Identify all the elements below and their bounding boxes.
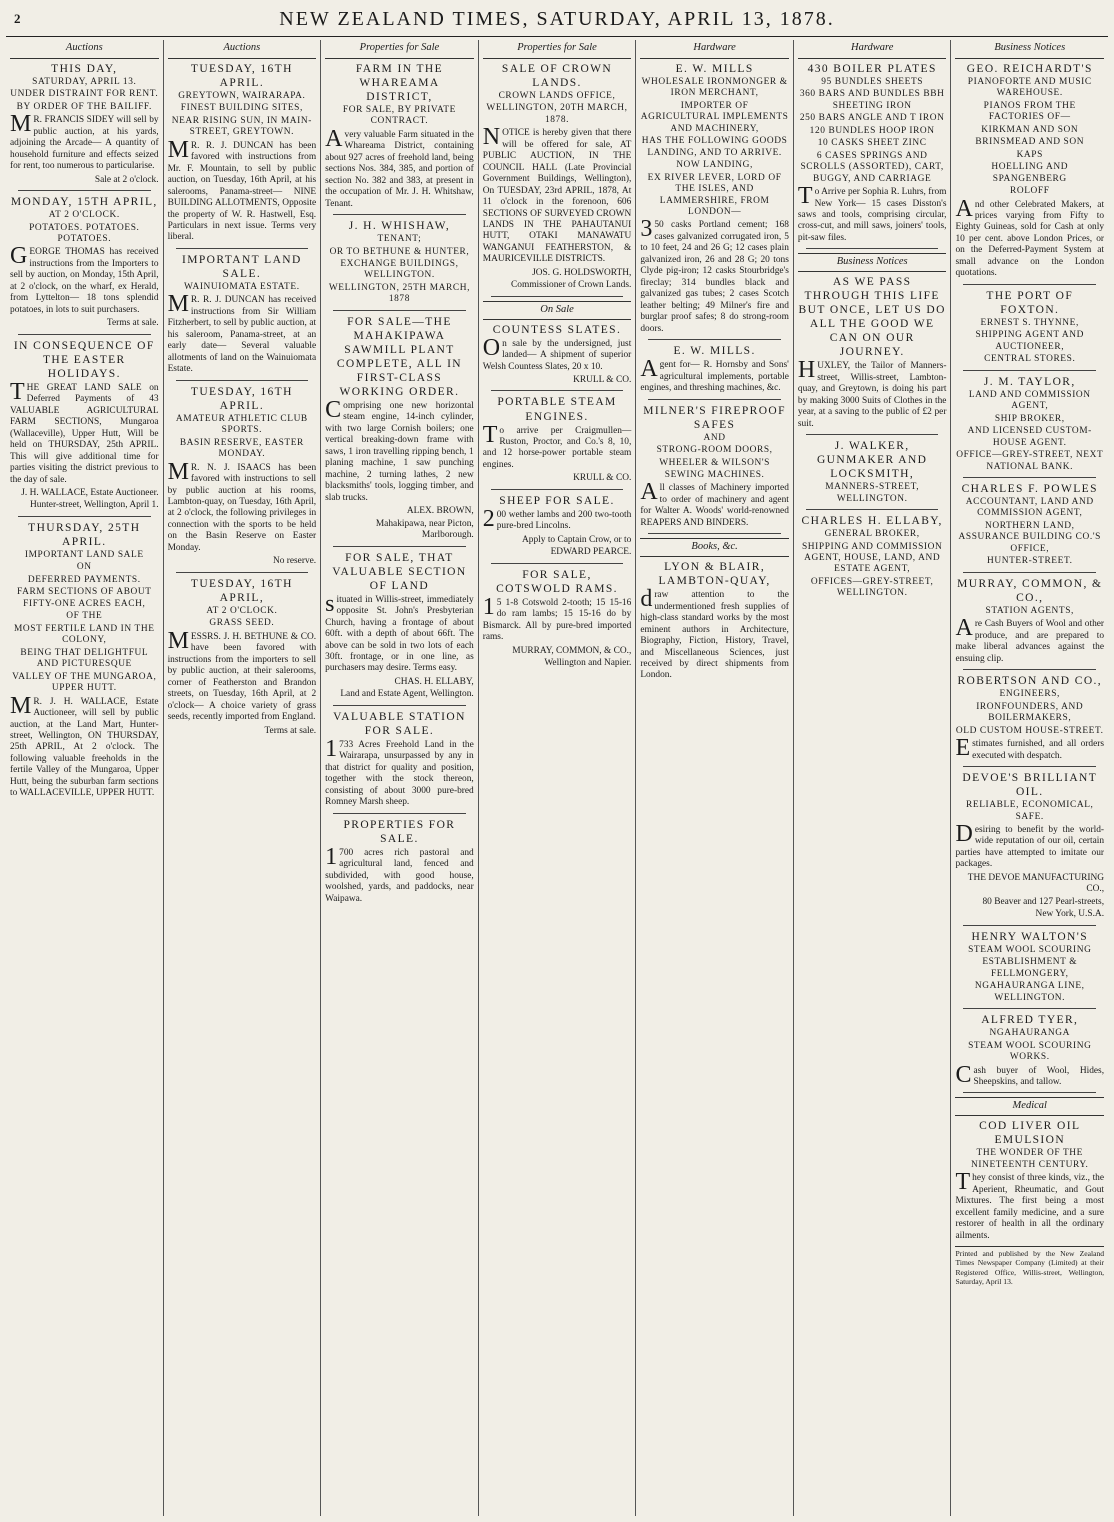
advertisement bbox=[640, 344, 789, 394]
ad-subline: GRASS SEED. bbox=[209, 618, 275, 629]
column-heading: Business Notices bbox=[955, 40, 1104, 59]
ad-signature: Commissioner of Crown Lands. bbox=[511, 280, 632, 291]
ad-divider bbox=[806, 248, 939, 249]
ad-subline: AT 2 O'CLOCK. bbox=[206, 605, 278, 616]
column-heading: Hardware bbox=[798, 40, 947, 59]
ad-body: Desiring to benefit by the world-wide reputation of our oil, certain parties have attempted to imitate our packages. bbox=[955, 820, 1105, 870]
ad-headline: J. WALKER, GUNMAKER AND LOCKSMITH, bbox=[816, 440, 928, 481]
ad-subline: RELIABLE, ECONOMICAL, SAFE. bbox=[966, 800, 1094, 822]
advertisement bbox=[640, 62, 789, 335]
section-heading: Business Notices bbox=[798, 253, 947, 272]
ad-subline: STEAM WOOL SCOURING bbox=[968, 944, 1092, 955]
ad-signature: Sale at 2 o'clock. bbox=[94, 174, 159, 185]
ad-subline: VALLEY OF THE MUNGAROA, UPPER HUTT. bbox=[12, 671, 157, 694]
ad-divider bbox=[963, 370, 1096, 371]
ad-subline: OR TO BETHUNE & HUNTER, bbox=[329, 246, 470, 257]
ad-subline: AND LICENSED CUSTOM-HOUSE AGENT. bbox=[967, 426, 1092, 448]
ad-divider bbox=[333, 546, 466, 547]
ad-subline: ROLOFF bbox=[1009, 186, 1050, 197]
ad-subline: ESTABLISHMENT & FELLMONGERY, bbox=[982, 957, 1078, 979]
ad-body: 350 casks Portland cement; 168 cases galvanized corrugated iron, 5 to 10 feet, 24 and 26 G; 12 cases plain galvanized iron, 26 and 28 G; 20 tons Clyde pig-iron; 12 casks Stourbridge's fireclay; 314 bundles black and galvanized gas tubes; 2 cases Scotch leather belting; 49 Milner's fire and burglar proof safes; 8 do strong-room doors. bbox=[640, 216, 789, 334]
ad-subline: BRINSMEAD AND SON bbox=[975, 137, 1085, 148]
ad-subline: NEAR RISING SUN, IN MAIN-STREET, GREYTOWN. bbox=[171, 115, 312, 138]
ad-headline: VALUABLE STATION FOR SALE. bbox=[333, 710, 466, 737]
ad-divider bbox=[648, 339, 781, 340]
ad-subline: EXCHANGE BUILDINGS, WELLINGTON. bbox=[340, 259, 459, 281]
column-1 bbox=[6, 40, 164, 1516]
ad-signature: MURRAY, COMMON, & CO., bbox=[512, 645, 632, 656]
section-heading: On Sale bbox=[483, 301, 632, 320]
ad-headline: THE PORT OF FOXTON. bbox=[986, 289, 1074, 316]
ad-subline: OFFICES—GREY-STREET, WELLINGTON. bbox=[810, 576, 934, 599]
ad-signature: Wellington and Napier. bbox=[544, 658, 632, 669]
ad-subline: DEFERRED PAYMENTS. bbox=[27, 574, 141, 585]
ad-signature: Mahakipawa, near Picton, Marlborough. bbox=[375, 518, 474, 541]
ad-headline: AS WE PASS THROUGH THIS LIFE BUT ONCE, LET US DO ALL THE GOOD WE CAN ON OUR JOURNEY. bbox=[798, 276, 946, 359]
ad-headline: PROPERTIES FOR SALE. bbox=[343, 818, 456, 845]
ad-subline: IMPORTER OF AGRICULTURAL IMPLEMENTS AND MACHINERY, bbox=[640, 100, 789, 134]
ad-headline: MURRAY, COMMON, & CO., bbox=[957, 577, 1103, 604]
ad-subline: THE WONDER OF THE NINETEENTH CENTURY. bbox=[971, 1148, 1089, 1170]
ad-body: HUXLEY, the Tailor of Manners-street, Willis-street, Lambton-quay, and Greytown, is doing his part by making 3000 Suits of Clothes in the year, at a saving to the public of £2 per suit. bbox=[797, 357, 947, 429]
ad-headline: J. H. WHISHAW, bbox=[348, 220, 451, 233]
ad-signature: KRULL & CO. bbox=[573, 375, 632, 386]
advertisement bbox=[955, 1013, 1104, 1088]
ad-subline: NORTHERN LAND, ASSURANCE BUILDING CO.'S OFFICE, bbox=[958, 520, 1101, 554]
ad-headline: SHEEP FOR SALE. bbox=[499, 494, 615, 507]
ad-headline: TUESDAY, 16TH APRIL, bbox=[190, 577, 293, 604]
ad-headline: IMPORTANT LAND SALE. bbox=[182, 253, 302, 280]
ad-subline: HOELLING AND SPANGENBERG bbox=[991, 162, 1069, 184]
advertisement bbox=[798, 62, 947, 245]
ad-signature: ALEX. BROWN, bbox=[406, 506, 474, 517]
ad-headline: MILNER'S FIREPROOF SAFES bbox=[643, 404, 786, 431]
ad-headline: ALFRED TYER, bbox=[981, 1014, 1079, 1027]
advertisement bbox=[640, 560, 789, 682]
advertisement bbox=[798, 275, 947, 430]
ad-headline: FOR SALE, COTSWOLD RAMS. bbox=[496, 568, 618, 595]
page-number: 2 bbox=[14, 11, 21, 26]
ad-headline: PORTABLE STEAM ENGINES. bbox=[497, 396, 617, 423]
ad-subline: WHOLESALE IRONMONGER & IRON MERCHANT, bbox=[641, 76, 788, 99]
ad-body: 1733 Acres Freehold Land in the Wairarapa, unsurpassed by any in that district for quality and position, together with the stock thereon, consisting of about 3000 pure-bred Romney Marsh sheep. bbox=[325, 735, 474, 808]
ad-divider bbox=[963, 925, 1096, 926]
ad-subline: WELLINGTON, 25TH MARCH, 1878 bbox=[328, 282, 471, 305]
ad-body: On sale by the undersigned, just landed— A shipment of superior Welsh Countess Slates, 20 x 10. bbox=[482, 334, 632, 372]
ad-subline: CENTRAL STORES. bbox=[984, 354, 1076, 365]
advertisement bbox=[325, 710, 474, 809]
ad-subline: 120 BUNDLES HOOP IRON bbox=[809, 125, 935, 136]
ad-subline: WHEELER & WILSON'S bbox=[659, 457, 770, 468]
ad-subline: ON bbox=[76, 562, 92, 573]
ad-body: draw attention to the undermentioned fresh supplies of high-class standard works by the most eminent authors in Architecture, Biography, Fiction, History, Travel, and Miscellaneous Sciences, just received by direct shipments from London. bbox=[640, 586, 789, 681]
ad-headline: TUESDAY, 16TH APRIL. bbox=[190, 62, 293, 89]
advertisement bbox=[955, 482, 1104, 568]
ad-headline: SALE OF CROWN LANDS. bbox=[501, 62, 613, 89]
ad-body: 1700 acres rich pastoral and agricultural land, fenced and subdivided, with good house, woolshed, yards, and paddocks, near Waipawa. bbox=[325, 843, 474, 904]
column-6 bbox=[794, 40, 952, 1516]
advertisement bbox=[325, 219, 474, 306]
column-7 bbox=[951, 40, 1108, 1516]
advertisement bbox=[168, 385, 317, 568]
ad-subline: GREYTOWN, WAIRARAPA. bbox=[178, 90, 306, 101]
ad-signature: THE DEVOE MANUFACTURING CO., bbox=[967, 872, 1105, 895]
ad-subline: FOR SALE, BY PRIVATE CONTRACT. bbox=[342, 104, 456, 127]
advertisement bbox=[955, 1097, 1104, 1116]
ad-subline: AMATEUR ATHLETIC CLUB SPORTS. bbox=[175, 413, 308, 436]
column-heading: Auctions bbox=[168, 40, 317, 59]
advertisement bbox=[955, 771, 1104, 921]
ad-headline: FOR SALE—THE MAHAKIPAWA SAWMILL PLANT COMPLETE, ALL IN FIRST-CLASS WORKING ORDER. bbox=[336, 315, 463, 398]
ad-body: NOTICE is hereby given that there will be offered for sale, AT PUBLIC AUCTION, IN THE COUNCIL HALL (Late Provincial Government Buildings, Wellington), On TUESDAY, 23rd APRIL, 1878, At 11 o'clock in the forenoon, 606 SECTIONS OF SURVEYED CROWN LANDS IN THE PAHAUTANUI HUTT, OTAKI MANAWATU WANGANUI FEATHERSTON, & MAURICEVILLE DISTRICTS. bbox=[482, 124, 632, 265]
ad-subline: WELLINGTON, 20TH MARCH, 1878. bbox=[486, 103, 628, 125]
ad-subline: HAS THE FOLLOWING GOODS LANDING, AND TO ARRIVE. bbox=[641, 136, 788, 158]
ad-subline: PIANOFORTE AND MUSIC WAREHOUSE. bbox=[967, 76, 1092, 99]
advertisement bbox=[955, 577, 1104, 665]
ad-headline: HENRY WALTON'S bbox=[971, 930, 1089, 943]
ad-subline: POTATOES. POTATOES. POTATOES. bbox=[29, 222, 140, 244]
ad-subline: 95 BUNDLES SHEETS bbox=[821, 76, 924, 87]
ad-divider bbox=[333, 705, 466, 706]
ad-headline: J. M. TAYLOR, bbox=[983, 375, 1076, 388]
ad-body: MR. R. J. DUNCAN has received instructions from Sir William Fitzherbert, to sell by public auction, at his saleroom, Panama-street, at an early date— Several valuable allotments of land on the Wainuiomata Estate. bbox=[167, 291, 317, 375]
column-4 bbox=[479, 40, 637, 1516]
ad-divider bbox=[806, 434, 939, 435]
ad-subline: KAPS bbox=[1016, 149, 1043, 160]
ad-divider bbox=[18, 516, 151, 517]
ad-headline: CHARLES F. POWLES bbox=[961, 482, 1098, 495]
advertisement bbox=[798, 253, 947, 272]
section-heading: Medical bbox=[955, 1097, 1104, 1116]
ad-subline: TENANT; bbox=[377, 234, 422, 245]
ad-subline: UNDER DISTRAINT FOR RENT. bbox=[10, 89, 159, 100]
ad-headline: COUNTESS SLATES. bbox=[492, 323, 622, 336]
ad-body: GEORGE THOMAS has received instructions from the Importers to sell by auction, on Monday, 15th April, at 2 o'clock, on the wharf, ex Herald, from Lyttelton— 18 tons splendid potatoes, in lots to suit purchasers. bbox=[10, 243, 159, 315]
ad-subline: 6 CASES SPRINGS AND SCROLLS (ASSORTED), CART, BUGGY, AND CARRIAGE bbox=[800, 150, 944, 184]
ad-signature: New York, U.S.A. bbox=[1035, 909, 1105, 920]
ad-divider bbox=[963, 766, 1096, 767]
advertisement bbox=[325, 62, 474, 210]
ad-subline: BY ORDER OF THE BAILIFF. bbox=[16, 101, 152, 112]
advertisement bbox=[483, 62, 632, 292]
advertisement bbox=[483, 395, 632, 484]
ad-divider bbox=[491, 489, 624, 490]
advertisement bbox=[325, 551, 474, 701]
section-heading: Books, &c. bbox=[640, 538, 789, 557]
ad-body: They consist of three kinds, viz., the Aperient, Rheumatic, and Gout Mixtures. The first being a most excellent family medicine, and a sure restorer of health in all the ordinary ailments. bbox=[955, 1169, 1105, 1241]
ad-divider bbox=[648, 533, 781, 534]
ad-body: MR. J. H. WALLACE, Estate Auctioneer, will sell by public auction, at the Land Mart, Hunter-street, Wellington, ON THURSDAY, 25th APRIL, At 2 o'clock. The following valuable freeholds in the fertile Valley of the Mungaroa, Upper Hutt, being the suburban farm sections to WALLACEVILLE, UPPER HUTT. bbox=[10, 692, 159, 799]
ad-signature: J. H. WALLACE, Estate Auctioneer. bbox=[21, 488, 159, 498]
ad-body: Cash buyer of Wool, Hides, Sheepskins, and tallow. bbox=[955, 1061, 1105, 1088]
ad-subline: KIRKMAN AND SON bbox=[981, 124, 1079, 135]
ad-subline: IMPORTANT LAND SALE bbox=[24, 549, 144, 560]
ad-subline: FARM SECTIONS OF ABOUT FIFTY-ONE ACRES EACH, bbox=[16, 587, 152, 609]
advertisement bbox=[483, 301, 632, 320]
ad-headline: TUESDAY, 16TH APRIL. bbox=[190, 385, 293, 412]
ad-body: To Arrive per Sophia R. Luhrs, from New York— 15 cases Disston's saws and tools, comprising circular, cross-cut, and mill saws, joiners' tools, pit-saw files. bbox=[797, 183, 947, 243]
ad-subline: SATURDAY, APRIL 13. bbox=[32, 76, 137, 87]
ad-signature: No reserve. bbox=[272, 556, 317, 567]
advertisement bbox=[10, 339, 159, 512]
ad-subline: ENGINEERS, bbox=[999, 689, 1060, 700]
ad-headline: LYON & BLAIR, LAMBTON-QUAY, bbox=[658, 561, 771, 588]
ad-divider bbox=[333, 214, 466, 215]
ad-subline: STEAM WOOL SCOURING WORKS. bbox=[968, 1040, 1092, 1063]
ad-headline: E. W. MILLS. bbox=[673, 345, 756, 358]
column-heading: Hardware bbox=[640, 40, 789, 59]
advertisement bbox=[955, 1119, 1104, 1286]
ad-subline: MOST FERTILE LAND IN THE COLONY, bbox=[14, 623, 155, 646]
ad-subline: HUNTER-STREET. bbox=[986, 556, 1073, 567]
ad-body: Are Cash Buyers of Wool and other produce, and are prepared to make liberal advances against the ensuing clip. bbox=[955, 615, 1105, 664]
ad-subline: OF THE bbox=[66, 611, 103, 622]
ad-body: situated in Willis-street, immediately opposite St. John's Presbyterian Church, having a frontage of about 60ft. with a depth of about 66ft. The above can be sold in two lots of each 30ft. frontage, or in one line, as purchasers may desire. Terms easy. bbox=[325, 590, 474, 674]
ad-signature: JOS. G. HOLDSWORTH, bbox=[532, 267, 632, 278]
ad-subline: GENERAL BROKER, bbox=[824, 529, 920, 540]
ad-headline: 430 BOILER PLATES bbox=[807, 62, 937, 75]
advertisement bbox=[10, 521, 159, 800]
ad-body: MESSRS. J. H. BETHUNE & CO. have been favored with instructions from the importers to sell by public auction, at their salerooms, corner of Featherston and Brandon streets, on Tuesday, 16th April, at 2 o'clock— A choice variety of grass seeds, recently imported from England. bbox=[167, 627, 317, 723]
advertisement bbox=[483, 323, 632, 387]
ad-divider bbox=[963, 572, 1096, 573]
ad-subline: 10 CASKS SHEET ZINC bbox=[817, 138, 927, 149]
ad-headline: CHARLES H. ELLABY, bbox=[801, 515, 943, 528]
ad-body: Estimates furnished, and all orders executed with despatch. bbox=[955, 735, 1105, 762]
ad-subline: SHIP BROKER, bbox=[994, 413, 1065, 424]
ad-body: THE GREAT LAND SALE on Deferred Payments of 43 VALUABLE AGRICULTURAL FARM SECTIONS, Mungaroa (Wallaceville), Upper Hutt, Will be held on THURSDAY, 25th APRIL. This will give additional time for parties visiting the district previous to the day of sale. bbox=[10, 378, 159, 485]
ad-divider bbox=[176, 248, 309, 249]
column-heading: Auctions bbox=[10, 40, 159, 59]
ad-subline: NGAHAURANGA LINE, WELLINGTON. bbox=[974, 981, 1085, 1003]
ad-divider bbox=[963, 669, 1096, 670]
advertisement bbox=[483, 568, 632, 670]
ad-headline: FARM IN THE WHAREAMA DISTRICT, bbox=[355, 62, 444, 103]
column-heading: Properties for Sale bbox=[325, 40, 474, 59]
ad-divider bbox=[18, 334, 151, 335]
ad-subline: FINEST BUILDING SITES, bbox=[180, 103, 303, 114]
ad-body: 15 1-8 Cotswold 2-tooth; 15 15-16 do ram lambs; 15 15-16 do by Bismarck. All by pure-bred imported rams. bbox=[482, 593, 632, 643]
ad-body: Avery valuable Farm situated in the Whareama District, containing about 927 acres of freehold land, being sections Nos. 384, 385, and portion of section No. 382 and 383, at present in the occupation of Mr. J. H. Whitshaw, Tenant. bbox=[325, 125, 474, 209]
advertisement bbox=[798, 514, 947, 600]
advertisement bbox=[168, 577, 317, 737]
ad-subline: AT 2 O'CLOCK. bbox=[48, 210, 120, 221]
ad-subline: IRONFOUNDERS, AND BOILERMAKERS, bbox=[976, 701, 1084, 724]
ad-subline: STATION AGENTS, bbox=[985, 605, 1074, 616]
ad-divider bbox=[806, 509, 939, 510]
advertisement bbox=[955, 62, 1104, 280]
ad-body: Comprising one new horizontal steam engine, 14-inch cylinder, with two large Cornish boilers; one vertical breaking-down frame with saws, 1 iron travelling ripping bench, 1 planing machine, 1 saw punching machine, 2 turning lathes, 2 new blacksmiths' tools, logging timber, and slab trucks. bbox=[325, 396, 474, 503]
ad-headline: DEVOE'S BRILLIANT OIL. bbox=[962, 772, 1098, 799]
ad-body: 200 wether lambs and 200 two-tooth pure-bred Lincolns. bbox=[482, 505, 632, 532]
ad-subline: BASIN RESERVE, EASTER MONDAY. bbox=[179, 437, 304, 460]
ad-subline: NGAHAURANGA bbox=[989, 1028, 1071, 1039]
ad-signature: CHAS. H. ELLABY, bbox=[394, 676, 474, 687]
masthead bbox=[0, 4, 1114, 34]
advertisement bbox=[798, 439, 947, 505]
ad-divider bbox=[963, 1008, 1096, 1009]
ad-body: And other Celebrated Makers, at prices varying from Fifty to Eighty Guineas, sold for Cash at only 10 per cent. above London Prices, or on the Deferred-Payment System at small advance on the London quotations. bbox=[955, 195, 1105, 279]
ad-divider bbox=[491, 563, 624, 564]
ad-headline: THURSDAY, 25TH APRIL. bbox=[28, 521, 141, 548]
ad-subline: 360 BARS AND BUNDLES BBH SHEETING IRON bbox=[799, 89, 945, 111]
ad-divider bbox=[176, 380, 309, 381]
ad-divider bbox=[333, 813, 466, 814]
advertisement bbox=[955, 289, 1104, 366]
ad-headline: GEO. REICHARDT'S bbox=[966, 62, 1093, 75]
advertisement bbox=[325, 818, 474, 905]
ad-headline: IN CONSEQUENCE OF THE EASTER HOLIDAYS. bbox=[13, 339, 155, 380]
advertisement bbox=[168, 253, 317, 376]
masthead-rule bbox=[6, 36, 1108, 37]
newspaper-title: NEW ZEALAND TIMES, SATURDAY, APRIL 13, 1878. bbox=[279, 7, 835, 30]
ad-subline: OFFICE—GREY-STREET, NEXT NATIONAL BANK. bbox=[956, 450, 1104, 472]
ad-subline: BEING THAT DELIGHTFUL AND PICTURESQUE bbox=[20, 647, 149, 670]
advertisement bbox=[640, 538, 789, 557]
ad-divider bbox=[333, 310, 466, 311]
ad-subline: STRONG-ROOM DOORS, bbox=[656, 445, 773, 456]
ad-divider bbox=[963, 284, 1096, 285]
ad-headline: THIS DAY, bbox=[51, 62, 118, 75]
ad-headline: E. W. MILLS bbox=[675, 62, 754, 75]
ad-headline: FOR SALE, THAT VALUABLE SECTION OF LAND bbox=[332, 551, 467, 592]
ad-subline: SHIPPING AGENT AND AUCTIONEER, bbox=[975, 330, 1085, 352]
ad-signature: Terms at sale. bbox=[264, 725, 317, 736]
ad-divider bbox=[963, 1092, 1096, 1093]
column-5 bbox=[636, 40, 794, 1516]
advertisement bbox=[10, 195, 159, 330]
ad-signature: Land and Estate Agent, Wellington. bbox=[340, 689, 474, 700]
advertisement bbox=[483, 494, 632, 559]
columns-container bbox=[6, 40, 1108, 1516]
ad-signature: Hunter-street, Wellington, April 1. bbox=[30, 500, 159, 511]
ad-divider bbox=[18, 190, 151, 191]
ad-divider bbox=[648, 399, 781, 400]
ad-subline: 250 BARS ANGLE AND T IRON bbox=[799, 113, 945, 124]
ad-body: To arrive per Craigmullen— Ruston, Proctor, and Co.'s 8, 10, and 12 horse-power portable steam engines. bbox=[482, 421, 632, 470]
column-3 bbox=[321, 40, 479, 1516]
ad-body: MR. FRANCIS SIDEY will sell by public auction, at his yards, adjoining the Arcade— A quantity of household furniture and effects seized for rent, too numerous to particularise. bbox=[10, 111, 159, 172]
ad-divider bbox=[491, 390, 624, 391]
advertisement bbox=[955, 674, 1104, 762]
ad-headline: ROBERTSON AND CO., bbox=[957, 675, 1103, 688]
advertisement bbox=[325, 315, 474, 542]
ad-subline: AND bbox=[703, 432, 726, 443]
advertisement bbox=[168, 62, 317, 244]
ad-signature: KRULL & CO. bbox=[573, 473, 632, 484]
ad-signature: Terms at sale. bbox=[106, 318, 159, 329]
ad-divider bbox=[963, 477, 1096, 478]
imprint-line: Printed and published by the New Zealand Times Newspaper Company (Limited) at their Registered Office, Willis-street, Wellington, Saturday, April 13. bbox=[955, 1246, 1104, 1286]
ad-subline: LAND AND COMMISSION AGENT, bbox=[968, 389, 1091, 412]
ad-subline: CROWN LANDS OFFICE, bbox=[498, 90, 616, 101]
ad-body: All classes of Machinery imported to order of machinery and agent for Walter A. Woods' world-renowned REAPERS AND BINDERS. bbox=[640, 479, 789, 528]
ad-subline: SHIPPING AND COMMISSION AGENT, HOUSE, LAND, AND ESTATE AGENT, bbox=[801, 541, 943, 575]
advertisement bbox=[955, 930, 1104, 1004]
column-2 bbox=[164, 40, 322, 1516]
ad-subline: OLD CUSTOM HOUSE-STREET. bbox=[955, 725, 1104, 736]
ad-body: MR. R. J. DUNCAN has been favored with instructions from Mr. F. Mountain, to sell by public auction, on Tuesday, 16th April, at his salerooms, Panama-street— NINE BUILDING ALLOTMENTS, Opposite the property of W. R. Hastwell, Esq. Particulars in next issue. Terms very liberal. bbox=[167, 136, 317, 243]
ad-body: MR. N. J. ISAACS has been favored with instructions to sell by public auction at his rooms, Lambton-quay, on Tuesday, 16th April, at 2 o'clock, the following privileges in connection with the sports to be held on the Basin Reserve on Easter Monday. bbox=[167, 458, 317, 553]
ad-signature: EDWARD PEARCE. bbox=[550, 547, 632, 558]
ad-headline: COD LIVER OIL EMULSION bbox=[979, 1120, 1081, 1147]
ad-signature: 80 Beaver and 127 Pearl-streets, bbox=[982, 896, 1105, 907]
ad-subline: WAINUIOMATA ESTATE. bbox=[184, 281, 300, 292]
ad-signature: Apply to Captain Crow, or to bbox=[522, 534, 632, 545]
ad-subline: ACCOUNTANT, LAND AND COMMISSION AGENT, bbox=[965, 497, 1094, 519]
ad-subline: ERNEST S. THYNNE, bbox=[980, 317, 1079, 328]
column-heading: Properties for Sale bbox=[483, 40, 632, 59]
ad-divider bbox=[176, 572, 309, 573]
advertisement bbox=[10, 62, 159, 186]
ad-subline: NOW LANDING, bbox=[676, 160, 753, 171]
ad-subline: MANNERS-STREET, WELLINGTON. bbox=[825, 482, 920, 504]
ad-body: Agent for— R. Hornsby and Sons' agricultural implements, portable engines, and threshing machines, &c. bbox=[640, 356, 789, 394]
ad-subline: PIANOS FROM THE FACTORIES OF— bbox=[983, 100, 1076, 123]
advertisement bbox=[640, 404, 789, 530]
advertisement bbox=[955, 375, 1104, 473]
ad-subline: SEWING MACHINES. bbox=[664, 469, 765, 480]
ad-divider bbox=[491, 296, 624, 297]
ad-subline: EX RIVER LEVER, LORD OF THE ISLES, AND LAMMERSHIRE, FROM LONDON— bbox=[647, 172, 782, 217]
ad-headline: MONDAY, 15TH APRIL, bbox=[10, 196, 158, 209]
